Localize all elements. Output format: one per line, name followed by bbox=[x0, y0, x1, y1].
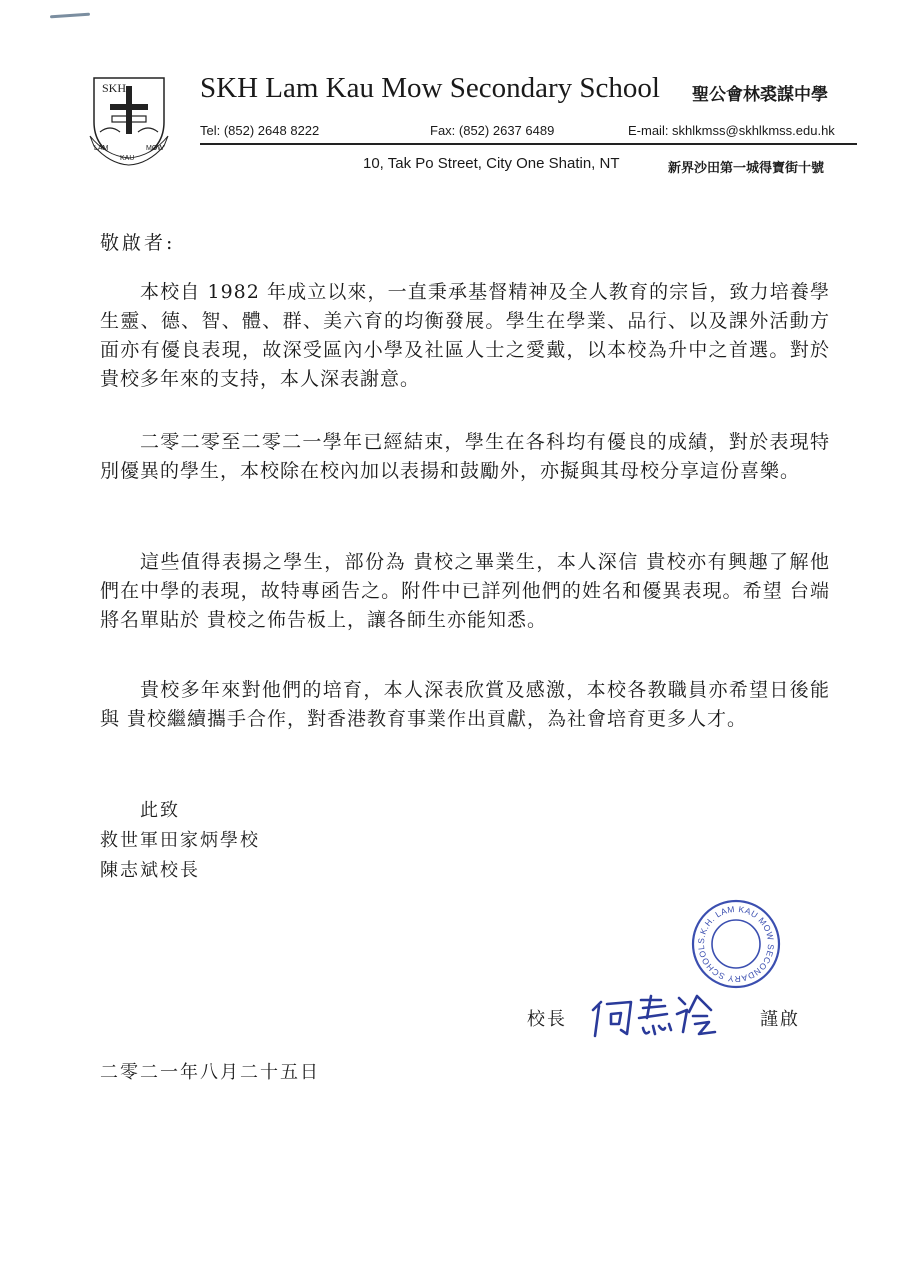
salutation: 敬啟者: bbox=[100, 232, 176, 254]
letterhead-divider bbox=[200, 143, 857, 145]
address-en: 10, Tak Po Street, City One Shatin, NT bbox=[363, 155, 620, 172]
school-name-en: SKH Lam Kau Mow Secondary School bbox=[200, 72, 660, 104]
body-paragraph: 貴校多年來對他們的培育，本人深表欣賞及感激，本校各教職員亦希望日後能與 貴校繼續攜手合作，對香港教育事業作出貢獻，為社會培育更多人才。 bbox=[100, 679, 830, 730]
svg-text:S.K.H. LAM KAU MOW SECONDARY S bbox=[696, 904, 776, 984]
telephone: Tel: (852) 2648 8222 bbox=[200, 123, 320, 138]
body-paragraph: 本校自 1982 年成立以來，一直秉承基督精神及全人教育的宗旨，致力培養學生靈、德、智、體、群、美六育的均衡發展。學生在學業、品行、以及課外活動方面亦有優良表現，故深受區內小學及社區人士之愛戴，以本校為升中之首選。對於 貴校多年來的支持，本人深表謝意。 bbox=[100, 281, 830, 390]
school-name-zh: 聖公會林裘謀中學 bbox=[692, 85, 828, 105]
recipient-school: 救世軍田家炳學校 bbox=[100, 830, 260, 851]
email-address: E-mail: skhlkmss@skhlkmss.edu.hk bbox=[628, 123, 835, 138]
crest-ribbon-kau: KAU bbox=[120, 155, 135, 162]
seal-text: S.K.H. LAM KAU MOW SECONDARY SCHOOL bbox=[695, 903, 777, 985]
handwritten-signature bbox=[585, 988, 725, 1044]
address-zh: 新界沙田第一城得寶街十號 bbox=[668, 161, 825, 176]
school-seal-stamp bbox=[690, 898, 782, 990]
crest-ribbon-lam: LAM bbox=[94, 145, 109, 152]
recipient-name: 陳志斌校長 bbox=[100, 860, 200, 881]
body-paragraph: 二零二零至二零二一學年已經結束，學生在各科均有優良的成績，對於表現特別優異的學生，本校除在校內加以表揚和鼓勵外，亦擬與其母校分享這份喜樂。 bbox=[100, 431, 830, 482]
crest-letter: SKH bbox=[102, 81, 127, 95]
signer-title: 校長 bbox=[527, 1009, 567, 1030]
scan-mark bbox=[50, 13, 90, 19]
crest-ribbon-mow: MOW bbox=[146, 145, 164, 152]
fax: Fax: (852) 2637 6489 bbox=[430, 123, 555, 138]
body-paragraph: 這些值得表揚之學生，部份為 貴校之畢業生，本人深信 貴校亦有興趣了解他們在中學的表現，故特專函告之。附件中已詳列他們的姓名和優異表現。希望 台端將名單貼於 貴校之佈告板上，讓各師生亦能知悉。 bbox=[100, 551, 830, 631]
closing-phrase: 此致 bbox=[140, 800, 180, 821]
school-crest-logo bbox=[86, 72, 172, 166]
letter-date: 二零二一年八月二十五日 bbox=[100, 1062, 320, 1083]
sign-off: 謹啟 bbox=[760, 1009, 800, 1030]
